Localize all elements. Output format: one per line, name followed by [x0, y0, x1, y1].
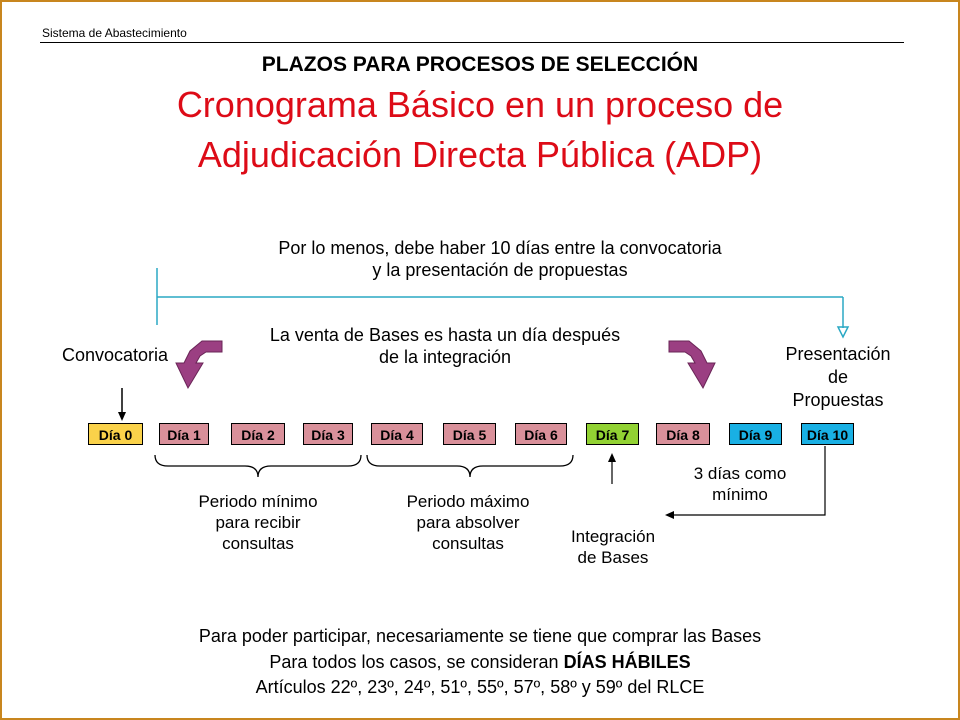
span-note-line-1: Por lo menos, debe haber 10 días entre la convocatoria	[278, 238, 722, 258]
span-note	[240, 237, 760, 281]
day-box-10: Día 10	[801, 423, 854, 445]
day-box-6: Día 6	[515, 423, 567, 445]
min-days-line-1: 3 días como	[693, 464, 787, 483]
min-days-label	[680, 463, 800, 505]
footer-line-3: Artículos 22º, 23º, 24º, 51º, 55º, 57º, 58º y 59º del RLCE	[255, 677, 705, 697]
footer-line-1: Para poder participar, necesariamente se tiene que comprar las Bases	[198, 626, 762, 646]
system-header: Sistema de Abastecimiento	[42, 26, 187, 40]
footer-line-2-text: Para todos los casos, se consideran	[269, 652, 564, 672]
integracion-line-2: de Bases	[577, 548, 649, 567]
subtitle-line-2: Adjudicación Directa Pública (ADP)	[197, 134, 763, 175]
brace-maximum-period	[367, 455, 573, 477]
curved-arrow-right-icon	[669, 341, 715, 388]
max-period-line-3: consultas	[432, 534, 504, 553]
convocatoria-arrowhead-icon	[118, 412, 126, 421]
integracion-arrowhead-icon	[608, 453, 616, 462]
span-arrowhead-icon	[838, 327, 848, 337]
bases-note-line-2: de la integración	[378, 347, 512, 367]
footer-line-2	[0, 652, 960, 673]
day-box-1: Día 1	[159, 423, 209, 445]
presentacion-label	[778, 343, 898, 412]
day-box-3: Día 3	[303, 423, 353, 445]
min-days-line-2: mínimo	[712, 485, 768, 504]
max-period-line-2: para absolver	[416, 513, 520, 532]
integracion-line-1: Integración	[570, 527, 656, 546]
day-box-0: Día 0	[88, 423, 143, 445]
min-period-line-1: Periodo mínimo	[198, 492, 318, 511]
minimum-period-label	[193, 491, 323, 554]
day-box-4: Día 4	[371, 423, 423, 445]
page-title: PLAZOS PARA PROCESOS DE SELECCIÓN	[261, 53, 699, 76]
day-box-7: Día 7	[586, 423, 639, 445]
footer-dias-habiles: DÍAS HÁBILES	[563, 652, 691, 672]
day-box-8: Día 8	[656, 423, 710, 445]
convocatoria-label: Convocatoria	[62, 345, 169, 365]
day-box-2: Día 2	[231, 423, 285, 445]
span-note-line-2: y la presentación de propuestas	[372, 260, 628, 280]
min-period-line-2: para recibir	[215, 513, 301, 532]
curved-arrow-left-icon	[176, 341, 222, 388]
brace-minimum-period	[155, 455, 361, 477]
day-box-9: Día 9	[729, 423, 782, 445]
maximum-period-label	[400, 491, 536, 554]
presentacion-line-2: de	[827, 367, 849, 387]
bases-note	[240, 324, 650, 368]
integracion-label	[558, 526, 668, 568]
bases-note-line-1: La venta de Bases es hasta un día después	[269, 325, 621, 345]
presentacion-line-3: Propuestas	[792, 390, 884, 410]
subtitle-line-1: Cronograma Básico en un proceso de	[176, 84, 784, 125]
presentacion-line-1: Presentación	[785, 344, 891, 364]
return-arrowhead-icon	[665, 511, 674, 519]
min-period-line-3: consultas	[222, 534, 294, 553]
day-box-5: Día 5	[443, 423, 496, 445]
max-period-line-1: Periodo máximo	[406, 492, 530, 511]
